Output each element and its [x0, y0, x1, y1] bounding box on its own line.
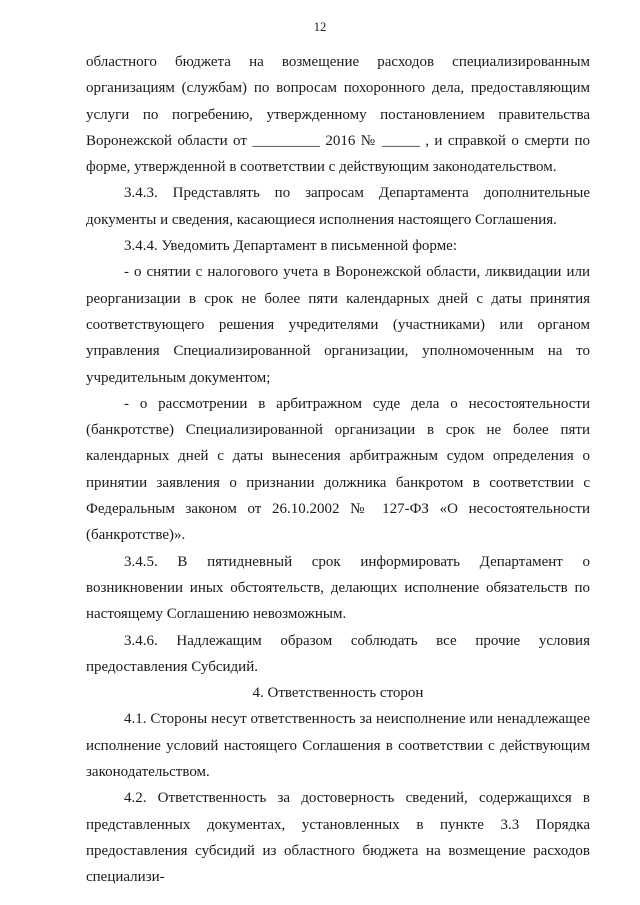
paragraph-continuation: областного бюджета на возмещение расходов специализированным организациям (службам) по вопросам похоронного дела, предоставляющим услуги по погребению, утвержденному постановлением правительства Воронежской области от _________ 2016 № _____ , и справкой о смерти по форме, утвержденной в соответствии с действующим законодательством. — [86, 54, 590, 176]
paragraph-4-2: 4.2. Ответственность за достоверность сведений, содержащихся в представленных документах, установленных в пункте 3.3 Порядка предоставления субсидий из областного бюджета на возмещение расходов специализи- — [86, 790, 590, 886]
document-body — [86, 49, 590, 891]
list-item-bankruptcy: - о рассмотрении в арбитражном суде дела о несостоятельности (банкротстве) Специализированной организации в срок не более пяти календарных дней с даты вынесения арбитражным судом определения о принятии заявления о признании должника банкротом в соответствии с Федеральным законом от 26.10.2002 № 127-ФЗ «О несостоятельности (банкротстве)». — [86, 395, 590, 544]
paragraph-3-4-4: 3.4.4. Уведомить Департамент в письменной форме: — [124, 238, 458, 255]
paragraph-4-1: 4.1. Стороны несут ответственность за неисполнение или ненадлежащее исполнение условий настоящего Соглашения в соответствии с действующим законодательством. — [86, 711, 590, 781]
paragraph-3-4-5: 3.4.5. В пятидневный срок информировать Департамент о возникновении иных обстоятельств, делающих исполнение обязательств по настоящему Соглашению невозможным. — [86, 553, 590, 623]
section-heading-4: 4. Ответственность сторон — [252, 685, 424, 702]
paragraph-3-4-6: 3.4.6. Надлежащим образом соблюдать все прочие условия предоставления Субсидий. — [86, 632, 590, 675]
list-item-tax-deregistration: - о снятии с налогового учета в Воронежской области, ликвидации или реорганизации в срок не более пяти календарных дней с даты принятия соответствующего решения учредителями (участниками) или органом управления Специализированной организации, уполномоченным на то учредительным документом; — [86, 264, 590, 386]
paragraph-3-4-3: 3.4.3. Представлять по запросам Департамента дополнительные документы и сведения, касающиеся исполнения настоящего Соглашения. — [86, 185, 590, 228]
page-number: 12 — [313, 20, 327, 34]
